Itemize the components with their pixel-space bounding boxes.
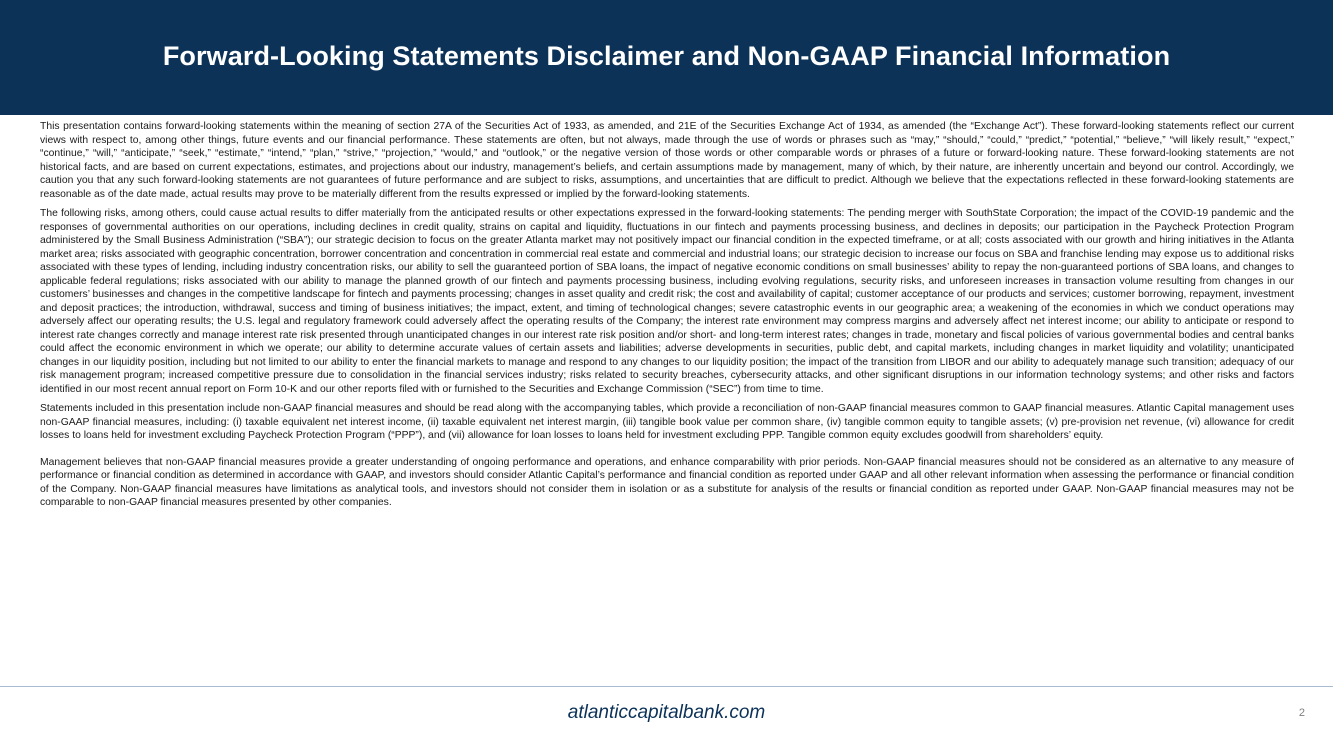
page-number: 2 [1298, 707, 1305, 719]
footer-divider [0, 686, 1333, 687]
slide-title: Forward-Looking Statements Disclaimer and Non-GAAP Financial Information [162, 41, 1171, 71]
title-bar [0, 0, 1333, 115]
paragraph-non-gaap-measures: Statements included in this presentation include non-GAAP financial measures and should be read along with the accompanying tables, which provide a reconciliation of non-GAAP financial measures common to GAAP financial measures. Atlantic Capital management uses non-GAAP financial measures, including: (i) taxable equivalent net interest income, (ii) taxable equivalent net interest margin, (iii) tangible book value per common share, (iv) tangible common equity to tangible assets; (v) pre-provision net revenue, (vi) allowance for credit losses to loans held for investment excluding Paycheck Protection Program (“PPP”), and (vii) allowance for loan losses to loans held for investment excluding PPP. Tangible common equity excludes goodwill from shareholders’ equity. [40, 403, 1294, 441]
disclaimer-body [40, 120, 1294, 516]
paragraph-forward-looking: This presentation contains forward-looking statements within the meaning of section 27A of the Securities Act of 1933, as amended, and 21E of the Securities Exchange Act of 1934, as amended (the “Exchange Act”). These forward-looking statements reflect our current views with respect to, among other things, future events and our financial performance. These statements are often, but not always, made through the use of words or phrases such as “may,” “should,” “could,” “predict,” “potential,” “believe,” “will likely result,” “expect,” “continue,” “will,” “anticipate,” “seek,” “estimate,” “intend,” “plan,” “strive,” “projection,” “would,” and “outlook,” or the negative version of those words or other comparable words or phrases of a future or forward-looking nature. These forward-looking statements are not historical facts, and are based on current expectations, estimates, and projections about our industry, management’s beliefs, and certain assumptions made by management, many of which, by their nature, are inherently uncertain and beyond our control. Accordingly, we caution you that any such forward-looking statements are not guarantees of future performance and are subject to risks, assumptions, and uncertainties that are difficult to predict. Although we believe that the expectations reflected in these forward-looking statements are reasonable as of the date made, actual results may prove to be materially different from the results expressed or implied by the forward-looking statements. [40, 121, 1294, 200]
paragraph-non-gaap-management: Management believes that non-GAAP financial measures provide a greater understanding of ongoing performance and operations, and enhance comparability with prior periods. Non-GAAP financial measures should not be considered as an alternative to any measure of performance or financial condition as determined in accordance with GAAP, and investors should consider Atlantic Capital’s performance and financial condition as reported under GAAP and all other relevant information when assessing the performance or financial condition of the Company. Non-GAAP financial measures have limitations as analytical tools, and investors should not consider them in isolation or as a substitute for analysis of the results or financial condition as reported under GAAP. Non-GAAP financial measures may not be comparable to non-GAAP financial measures presented by other companies. [40, 456, 1294, 508]
paragraph-risk-factors: The following risks, among others, could cause actual results to differ materially from the anticipated results or other expectations expressed in the forward-looking statements: The pending merger with SouthState Corporation; the impact of the COVID-19 pandemic and the responses of governmental authorities on our operations, including declines in credit quality, strains on capital and liquidity, fluctuations in our fintech and payments processing business, and declines in deposits; our participation in the Paycheck Protection Program administered by the Small Business Administration (“SBA”); our strategic decision to focus on the greater Atlanta market may not positively impact our financial condition in the expected timeframe, or at all; costs associated with our growth and hiring initiatives in the Atlanta market area; risks associated with geographic concentration, borrower concentration and concentration in commercial real estate and commercial and industrial loans; our strategic decision to increase our focus on SBA and franchise lending may expose us to additional risks associated with these types of lending, including industry concentration risks, our ability to sell the guaranteed portion of SBA loans, the impact of negative economic conditions on small businesses’ ability to repay the non-guaranteed portions of SBA loans, and changes to applicable federal regulations; risks associated with our ability to manage the planned growth of our fintech and payments processing business, including evolving regulations, security risks, and unforeseen increases in transaction volume resulting from changes in our customers’ businesses and changes in the competitive landscape for fintech and payments processing; changes in asset quality and credit risk; the cost and availability of capital; customer acceptance of our products and services; customer borrowing, repayment, investment and deposit practices; the introduction, withdrawal, success and timing of business initiatives; the impact, extent, and timing of technological changes; severe catastrophic events in our geographic area; a weakening of the economies in which we conduct operations may adversely affect our operating results; the U.S. legal and regulatory framework could adversely affect the operating results of the Company; the interest rate environment may compress margins and adversely affect net interest income; our ability to anticipate or respond to interest rate changes correctly and manage interest rate risk presented through unanticipated changes in our interest rate risk position and/or short- and long-term interest rates; changes in trade, monetary and fiscal policies of various governmental bodies and central banks could affect the economic environment in which we operate; our ability to determine accurate values of certain assets and liabilities; adverse developments in securities, public debt, and capital markets, including changes in market liquidity and volatility; unanticipated changes in our liquidity position, including but not limited to our ability to enter the financial markets to manage and respond to any changes to our liquidity position; the impact of the transition from LIBOR and our ability to adequately manage such transition; adequacy of our risk management program; increased competitive pressure due to consolidation in the financial services industry; risks related to security breaches, cybersecurity attacks, and other significant disruptions in our information technology systems; and other risks and factors identified in our most recent annual report on Form 10-K and our other reports filed with or furnished to the Securities and Exchange Commission (“SEC”) from time to time. [40, 208, 1294, 395]
footer-website-link[interactable]: atlanticcapitalbank.com [567, 702, 766, 723]
